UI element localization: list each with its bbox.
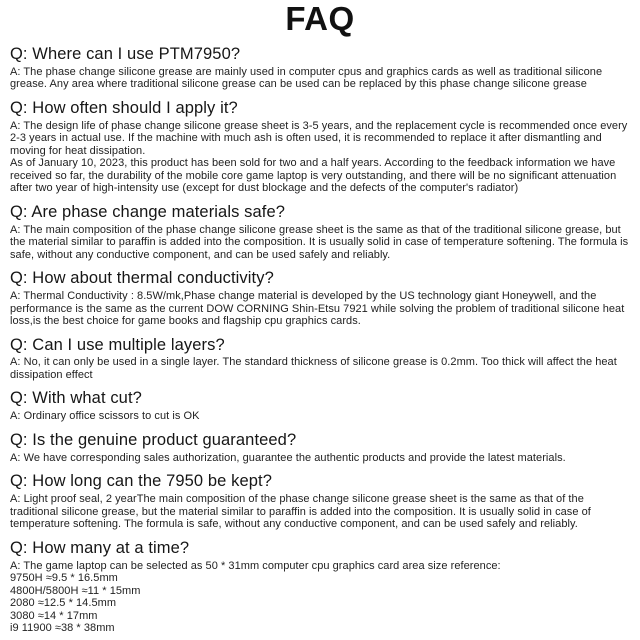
answer-size-line: 3080 ≈14 * 17mm (10, 609, 98, 622)
question: Q: How many at a time? (10, 538, 190, 557)
answer: A: Ordinary office scissors to cut is OK (10, 410, 200, 423)
question: Q: Are phase change materials safe? (10, 202, 285, 221)
question: Q: How about thermal conductivity? (10, 269, 274, 288)
question: Q: How often should I apply it? (10, 98, 238, 117)
answer: A: Thermal Conductivity : 8.5W/mk,Phase change material is developed by the US technology giant Honeywell, and the performance is the same as the current DOW CORNING Shin-Etsu 7921 while solving the problem of traditional silicone heat loss,is the best choice for game books and flagship cpu graphics cards. (10, 290, 625, 328)
faq-item (10, 389, 630, 422)
answer: A: We have corresponding sales authorization, guarantee the authentic products and provide the latest materials. (10, 451, 566, 464)
question: Q: Is the genuine product guaranteed? (10, 430, 297, 449)
faq-item (10, 45, 630, 91)
question: Q: Can I use multiple layers? (10, 335, 225, 354)
answer-size-line: 9750H ≈9.5 * 16.5mm (10, 572, 118, 585)
faq-item (10, 431, 630, 464)
answer-size-line: 4800H/5800H ≈11 * 15mm (10, 584, 141, 597)
answer: A: No, it can only be used in a single layer. The standard thickness of silicone grease is 0.2mm. Too thick will affect the heat dissipation effect (10, 356, 617, 381)
answer: A: Light proof seal, 2 yearThe main composition of the phase change silicone grease sheet is the same as that of the traditional silicone grease, but the material similar to paraffin is added into the composition. It is usually solid in case of temperature softening. The formula is safe, without any conductive component, and can be used safely and reliably. (10, 493, 591, 531)
page-title: FAQ (285, 0, 355, 37)
answer-size-line: 2080 ≈12.5 * 14.5mm (10, 597, 117, 610)
faq-item (10, 472, 630, 530)
question: Q: With what cut? (10, 389, 142, 408)
answer: A: The main composition of the phase change silicone grease sheet is the same as that of the traditional silicone grease, but the material similar to paraffin is added into the composition. It is usually solid in case of temperature softening. The formula is safe, without any conductive component, and can be used safely and reliably. (10, 223, 629, 261)
answer: As of January 10, 2023, this product has been sold for two and a half years. According to the feedback information we have received so far, the durability of the mobile core game laptop is very outstanding, and there will be no significant attenuation after two year of high-intensity use (except for dust blockage and the defects of the computer's radiator) (10, 157, 617, 195)
answer: A: The design life of phase change silicone grease sheet is 3-5 years, and the replacement cycle is recommended once every 2-3 years in actual use. If the machine with much ash is often used, it is recommended to replace it after dismantling and moving for heat dissipation. (10, 119, 628, 157)
faq-item (10, 203, 630, 261)
faq-item (10, 99, 630, 195)
faq-item (10, 269, 630, 327)
question: Q: Where can I use PTM7950? (10, 44, 241, 63)
faq-item (10, 539, 630, 635)
question: Q: How long can the 7950 be kept? (10, 472, 272, 491)
faq-item (10, 336, 630, 382)
answer: A: The phase change silicone grease are mainly used in computer cpus and graphics cards as well as traditional silicone grease. Any area where traditional silicone grease can be used can be replaced by this phase change silicone grease (10, 65, 603, 91)
answer: A: The game laptop can be selected as 50 * 31mm computer cpu graphics card area size reference: (10, 559, 501, 572)
answer-size-line: i9 11900 ≈38 * 38mm (10, 622, 115, 635)
